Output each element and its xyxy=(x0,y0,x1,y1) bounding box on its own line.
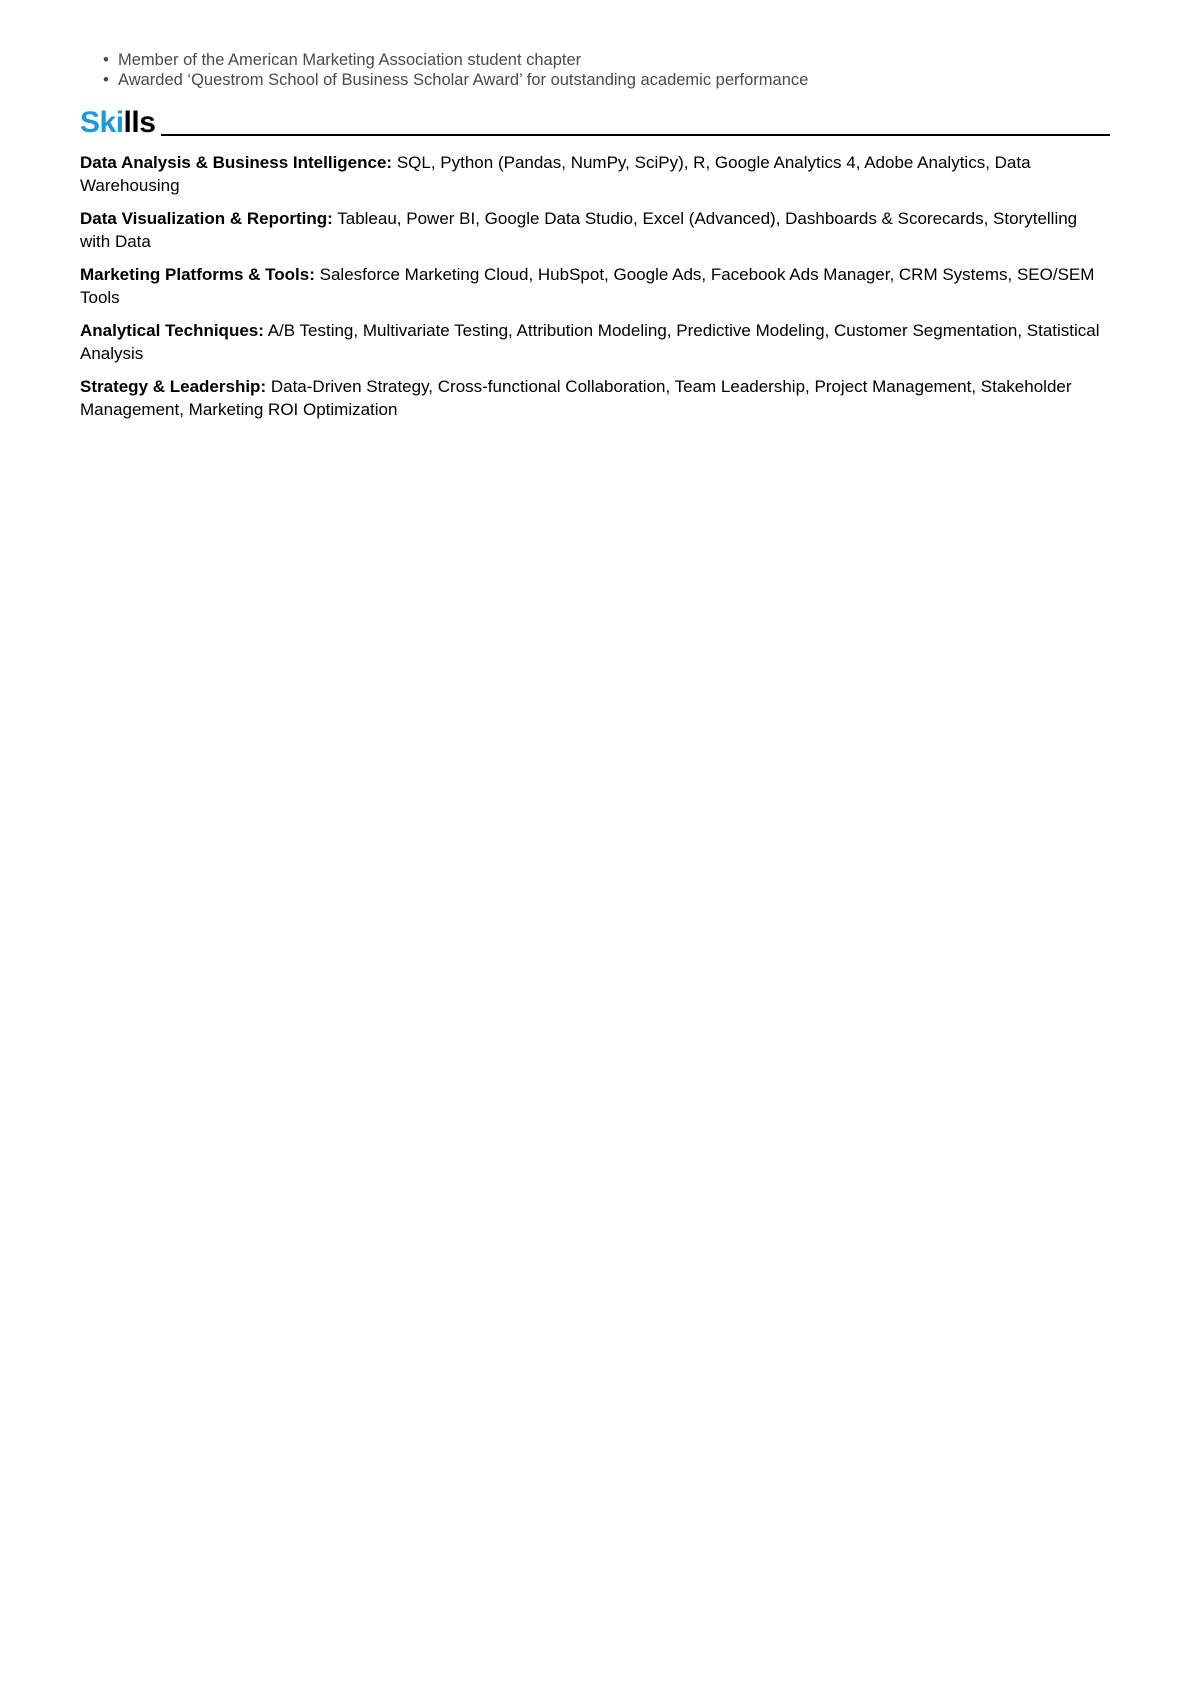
bullet-icon: • xyxy=(103,71,109,89)
skill-values: SQL, Python (Pandas, NumPy, SciPy), R, Google Analytics 4, Adobe Analytics, Data Warehousing xyxy=(80,153,1031,195)
skill-values: A/B Testing, Multivariate Testing, Attribution Modeling, Predictive Modeling, Customer Segmentation, Statistical Analysis xyxy=(80,321,1100,363)
section-divider xyxy=(161,134,1110,136)
skill-row xyxy=(80,208,1110,253)
skill-category: Data Analysis & Business Intelligence: xyxy=(80,153,393,172)
section-title-accent: Ski xyxy=(80,106,124,139)
activity-text: Member of the American Marketing Association student chapter xyxy=(118,51,582,69)
bullet-icon: • xyxy=(103,51,109,69)
skills-list xyxy=(80,152,1110,421)
skill-row xyxy=(80,320,1110,365)
skill-values: Data-Driven Strategy, Cross-functional Collaboration, Team Leadership, Project Management, Stakeholder Management, Marketing ROI Optimization xyxy=(80,377,1072,419)
list-item xyxy=(103,70,1110,90)
skill-category: Data Visualization & Reporting: xyxy=(80,209,333,228)
skill-values: Tableau, Power BI, Google Data Studio, Excel (Advanced), Dashboards & Scorecards, Storytelling with Data xyxy=(80,209,1078,251)
section-title-rest: lls xyxy=(123,106,156,139)
skill-values: Salesforce Marketing Cloud, HubSpot, Google Ads, Facebook Ads Manager, CRM Systems, SEO/SEM Tools xyxy=(80,265,1095,307)
skills-section-header xyxy=(80,102,1110,138)
activities-list xyxy=(80,50,1110,90)
skill-category: Marketing Platforms & Tools: xyxy=(80,265,315,284)
skill-row xyxy=(80,376,1110,421)
skill-category: Analytical Techniques: xyxy=(80,321,264,340)
section-title xyxy=(80,108,155,138)
skill-row xyxy=(80,264,1110,309)
skill-category: Strategy & Leadership: xyxy=(80,377,267,396)
list-item xyxy=(103,50,1110,70)
activity-text: Awarded ‘Questrom School of Business Scholar Award’ for outstanding academic performance xyxy=(118,71,809,89)
skill-row xyxy=(80,152,1110,197)
